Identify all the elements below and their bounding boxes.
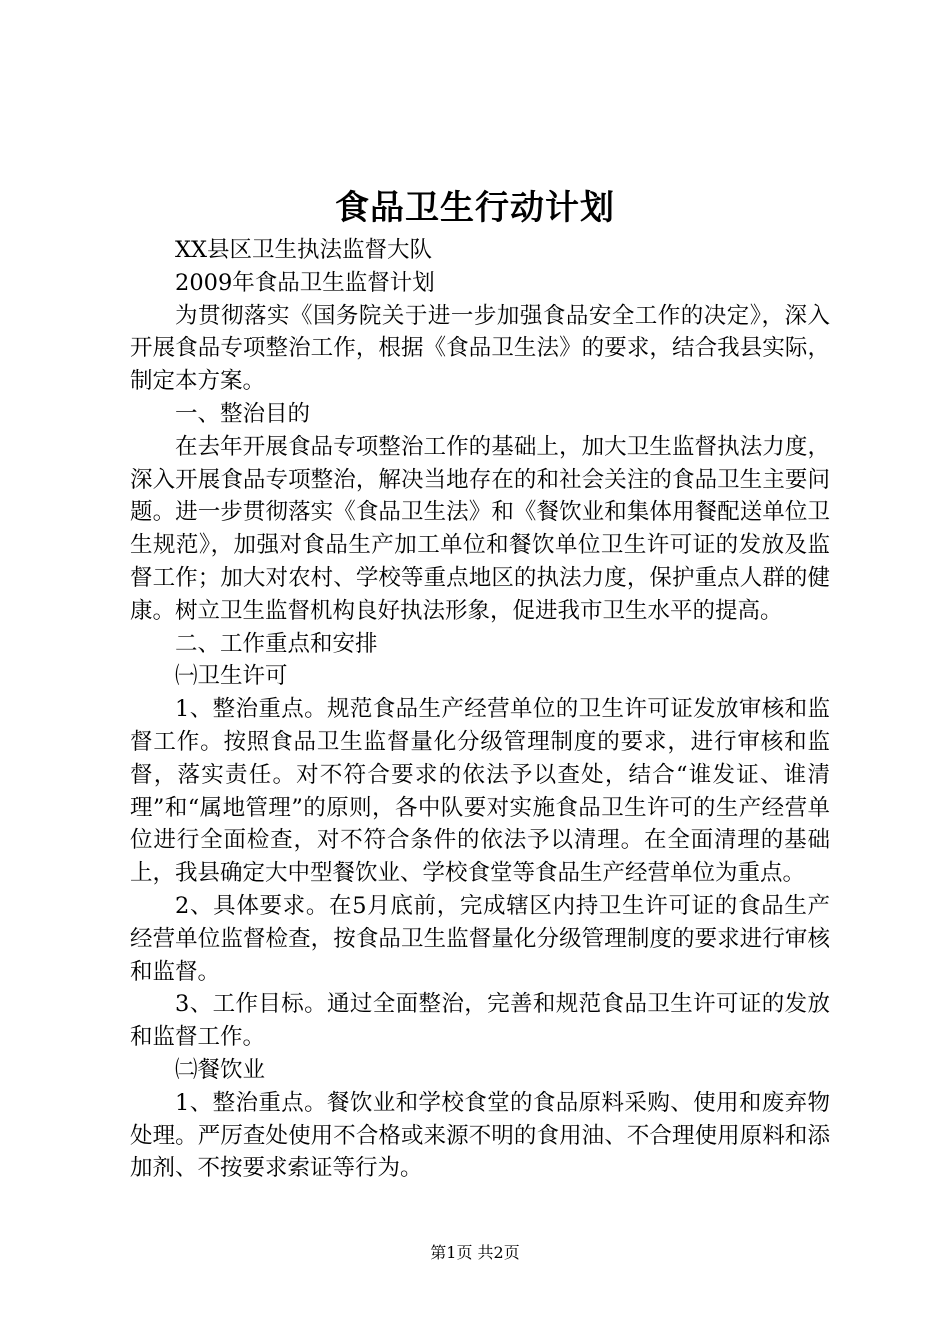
subsection-heading-1: ㈠卫生许可: [175, 663, 288, 690]
subsection-1-item-1: 1、整治重点。规范食品生产经营单位的卫生许可证发放审核和监督工作。按照食品卫生监督量化分级管理制度的要求，进行审核和监督，落实责任。对不符合要求的依法予以查处，结合“谁发证、谁清理”和“属地管理”的原则，各中队要对实施食品卫生许可的生产经营单位进行全面检查，对不符合条件的依法予以清理。在全面清理的基础上，我县确定大中型餐饮业、学校食堂等食品生产经营单位为重点。: [130, 696, 830, 887]
section-1-paragraph: 在去年开展食品专项整治工作的基础上，加大卫生监督执法力度，深入开展食品专项整治，解决当地存在的和社会关注的食品卫生主要问题。进一步贯彻落实《食品卫生法》和《餐饮业和集体用餐配送单位卫生规范》，加强对食品生产加工单位和餐饮单位卫生许可证的发放及监督工作；加大对农村、学校等重点地区的执法力度，保护重点人群的健康。树立卫生监督机构良好执法形象，促进我市卫生水平的提高。: [130, 433, 830, 624]
plan-name-line: 2009年食品卫生监督计划: [175, 269, 435, 296]
section-heading-2: 二、工作重点和安排: [175, 630, 378, 657]
section-heading-1: 一、整治目的: [175, 400, 311, 427]
subsection-heading-2: ㈡餐饮业: [175, 1056, 266, 1083]
document-title: 食品卫生行动计划: [335, 188, 615, 228]
intro-paragraph: 为贯彻落实《国务院关于进一步加强食品安全工作的决定》，深入开展食品专项整治工作，根据《食品卫生法》的要求，结合我县实际，制定本方案。: [130, 302, 830, 395]
document-body: [130, 234, 830, 1185]
subsection-2-item-1: 1、整治重点。餐饮业和学校食堂的食品原料采购、使用和废弃物处理。严厉查处使用不合格或来源不明的食用油、不合理使用原料和添加剂、不按要求索证等行为。: [130, 1089, 830, 1182]
subsection-1-item-2: 2、具体要求。在5月底前，完成辖区内持卫生许可证的食品生产经营单位监督检查，按食品卫生监督量化分级管理制度的要求进行审核和监督。: [130, 892, 830, 985]
subsection-1-item-3: 3、工作目标。通过全面整治，完善和规范食品卫生许可证的发放和监督工作。: [130, 991, 830, 1051]
page-number-footer: 第1页 共2页: [430, 1243, 520, 1262]
issuer-line: XX县区卫生执法监督大队: [175, 237, 433, 263]
